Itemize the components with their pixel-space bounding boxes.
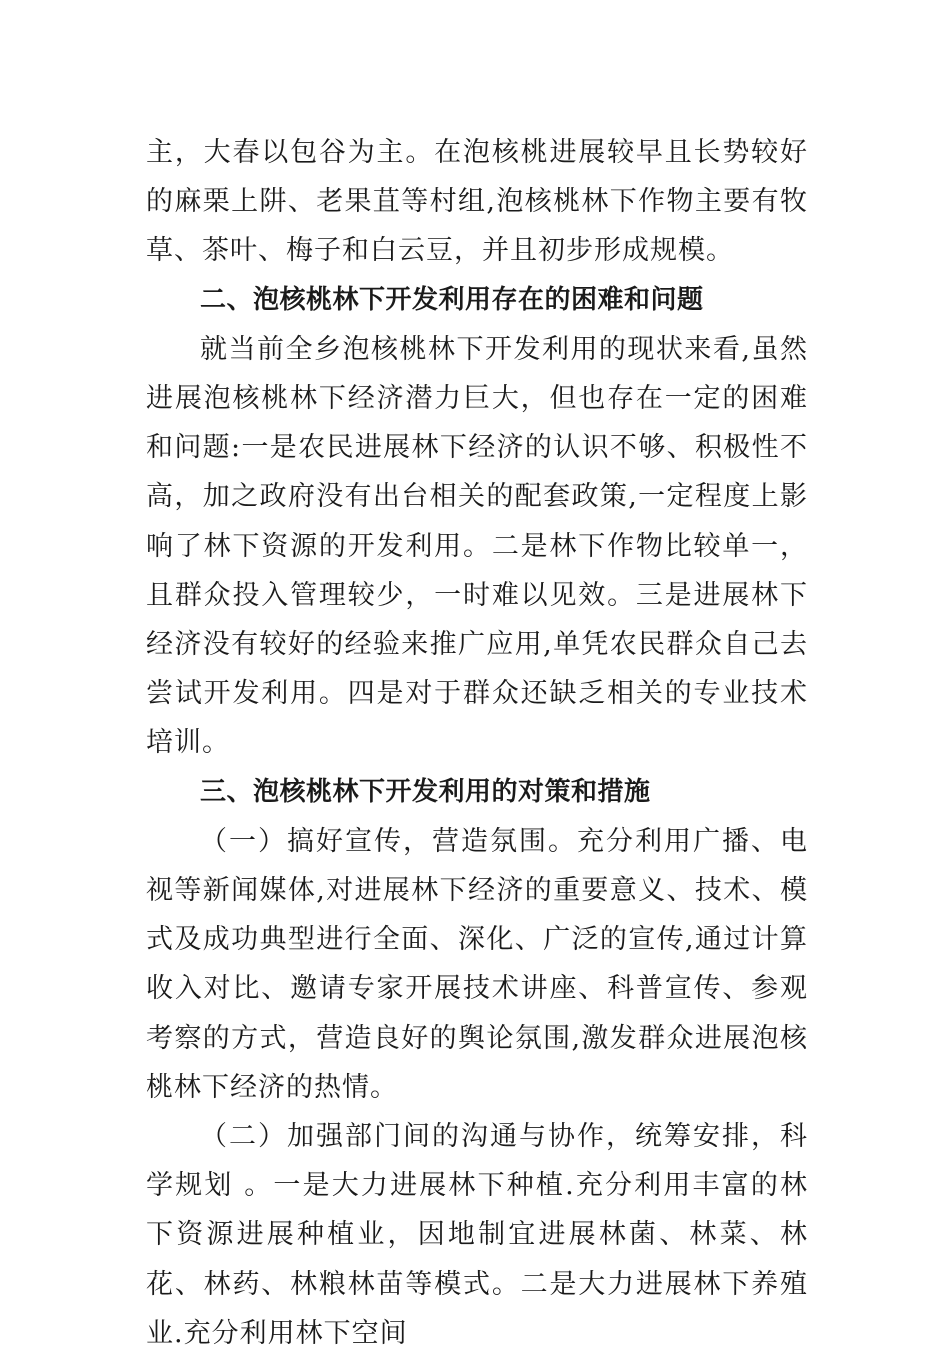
section-heading-difficulties: 二、泡核桃林下开发利用存在的困难和问题 xyxy=(200,284,704,315)
paragraph-intro-continuation: 主，大春以包谷为主。在泡核桃进展较早且长势较好的麻栗上阱、老果苴等村组,泡核桃林下作物主要有牧草、茶叶、梅子和白云豆，并且初步形成规模。 xyxy=(146,137,808,267)
section-heading-measures: 三、泡核桃林下开发利用的对策和措施 xyxy=(200,776,651,807)
document-body xyxy=(146,128,808,1358)
paragraph-measure-2: （二）加强部门间的沟通与协作，统筹安排，科学规划 。一是大力进展林下种植.充分利用丰富的林下资源进展种植业，因地制宜进展林菌、林菜、林花、林药、林粮林苗等模式。二是大力进展林下养殖业.充分利用林下空间 xyxy=(146,1121,808,1349)
paragraph-difficulties: 就当前全乡泡核桃林下开发利用的现状来看,虽然进展泡核桃林下经济潜力巨大，但也存在一定的困难和问题:一是农民进展林下经济的认识不够、积极性不高，加之政府没有出台相关的配套政策,一定程度上影响了林下资源的开发利用。二是林下作物比较单一，且群众投入管理较少，一时难以见效。三是进展林下经济没有较好的经验来推广应用,单凭农民群众自己去尝试开发利用。四是对于群众还缺乏相关的专业技术培训。 xyxy=(146,333,808,759)
paragraph-measure-1: （一）搞好宣传，营造氛围。充分利用广播、电视等新闻媒体,对进展林下经济的重要意义、技术、模式及成功典型进行全面、深化、广泛的宣传,通过计算收入对比、邀请专家开展技术讲座、科普宣传、参观考察的方式，营造良好的舆论氛围,激发群众进展泡核桃林下经济的热情。 xyxy=(146,825,808,1103)
